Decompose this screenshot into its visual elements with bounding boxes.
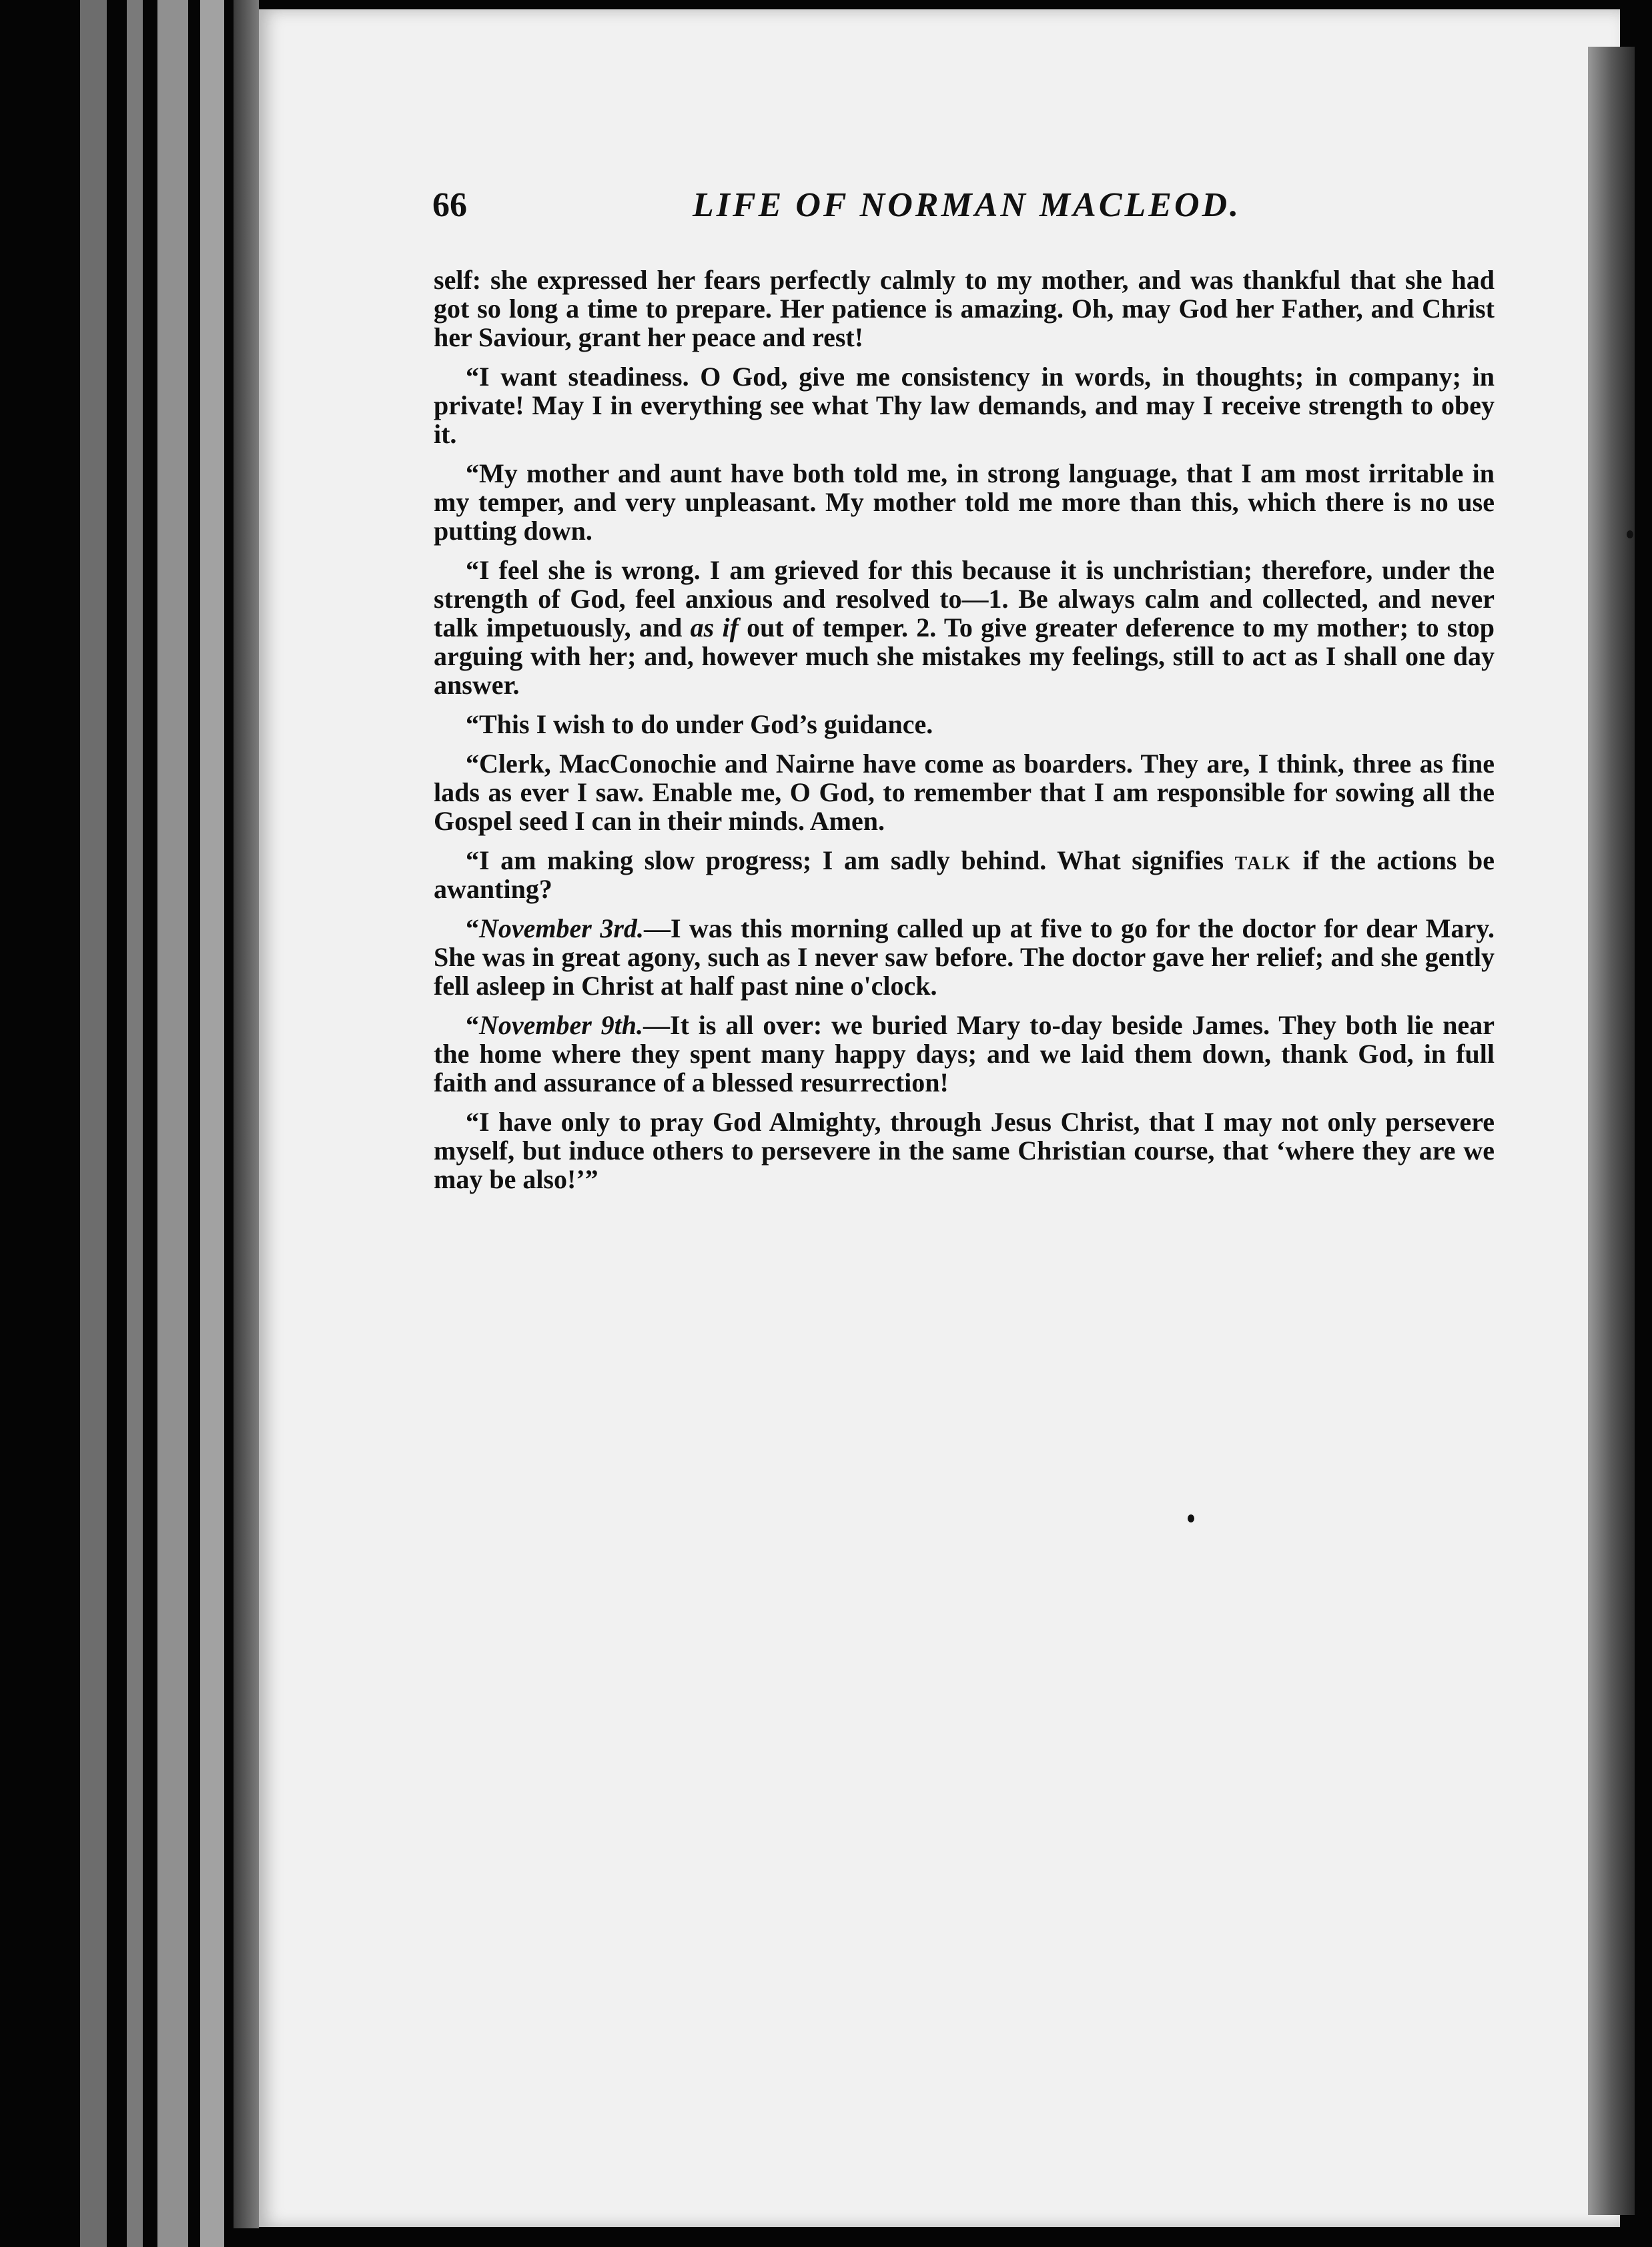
- paragraph: [434, 846, 1495, 903]
- ink-speck: [1188, 1514, 1194, 1522]
- paragraph: [434, 710, 1495, 739]
- ink-speck: [1627, 530, 1633, 538]
- paragraph: [434, 1011, 1495, 1097]
- book-page-edge: [157, 0, 188, 2247]
- quote-mark: “: [466, 913, 479, 943]
- paragraph-text: “I want steadiness. O God, give me consistency in words, in thoughts; in company; in private! May I in everything see what Thy law demands, and may I receive strength to obey it.: [434, 362, 1495, 449]
- paragraph-text: —It is all over: we buried Mary to-day beside James. They both lie near the home where they spent many happy days; and we laid them down, thank God, in full faith and assurance of a blessed resurrection!: [434, 1010, 1495, 1097]
- small-caps-text: talk: [1234, 845, 1292, 875]
- italic-date: November 3rd.: [479, 913, 644, 943]
- paragraph-text: “I have only to pray God Almighty, through Jesus Christ, that I may not only persevere myself, but induce others to persevere in the same Christian course, that ‘where they are we may be also!’”: [434, 1107, 1495, 1194]
- page-number: 66: [432, 186, 467, 224]
- paragraph: [434, 914, 1495, 1000]
- paragraph-text: —I was this morning called up at five to go for the doctor for dear Mary. She was in great agony, such as I never saw before. The doctor gave her relief; and she gently fell asleep in Christ at half past nine o'clock.: [434, 913, 1495, 1001]
- book-page-edge: [80, 0, 107, 2247]
- quote-mark: “: [466, 1010, 479, 1040]
- page-right-shadow: [1588, 47, 1635, 2215]
- running-head: [432, 180, 1266, 240]
- paragraph-text: out of temper. 2. To give greater deference to my mother; to stop arguing with her; and, however much she mistakes my feelings, still to act as I shall one day answer.: [434, 612, 1495, 700]
- paragraph-text: self: she expressed her fears perfectly calmly to my mother, and was thankful that she had got so long a time to prepare. Her patience is amazing. Oh, may God her Father, and Christ her Saviour, grant her peace and rest!: [434, 265, 1495, 352]
- book-page-edge: [127, 0, 143, 2247]
- paragraph-text: “I feel she is wrong. I am grieved for this because it is unchristian; therefore, under the strength of God, feel anxious and resolved to—1. Be always calm and collected, and never talk impetuously, and: [434, 555, 1495, 642]
- paragraph-text: “My mother and aunt have both told me, in strong language, that I am most irritable in my temper, and very unpleasant. My mother told me more than this, which there is no use putting down.: [434, 458, 1495, 546]
- paragraph-text: “This I wish to do under God’s guidance.: [466, 709, 933, 739]
- book-page-edge: [200, 0, 224, 2247]
- running-title: LIFE OF NORMAN MACLEOD.: [693, 186, 1242, 224]
- italic-text: as if: [690, 612, 739, 642]
- book-gutter: [234, 0, 259, 2228]
- paragraph-text: “I am making slow progress; I am sadly behind. What signifies: [466, 845, 1235, 875]
- paragraph: [434, 459, 1495, 545]
- paragraph: [434, 1107, 1495, 1194]
- paragraph-text: “Clerk, MacConochie and Nairne have come as boarders. They are, I think, three as fine lads as ever I saw. Enable me, O God, to remember that I am responsible for sowing all the Gospel seed I can in their minds. Amen.: [434, 749, 1495, 836]
- paragraph: [434, 749, 1495, 835]
- paragraph-text: if the actions be awanting?: [434, 845, 1495, 904]
- paragraph: [434, 556, 1495, 699]
- paragraph: [434, 362, 1495, 448]
- paragraph: [434, 266, 1495, 352]
- italic-date: November 9th.: [479, 1010, 644, 1040]
- body-text: [434, 266, 1495, 1204]
